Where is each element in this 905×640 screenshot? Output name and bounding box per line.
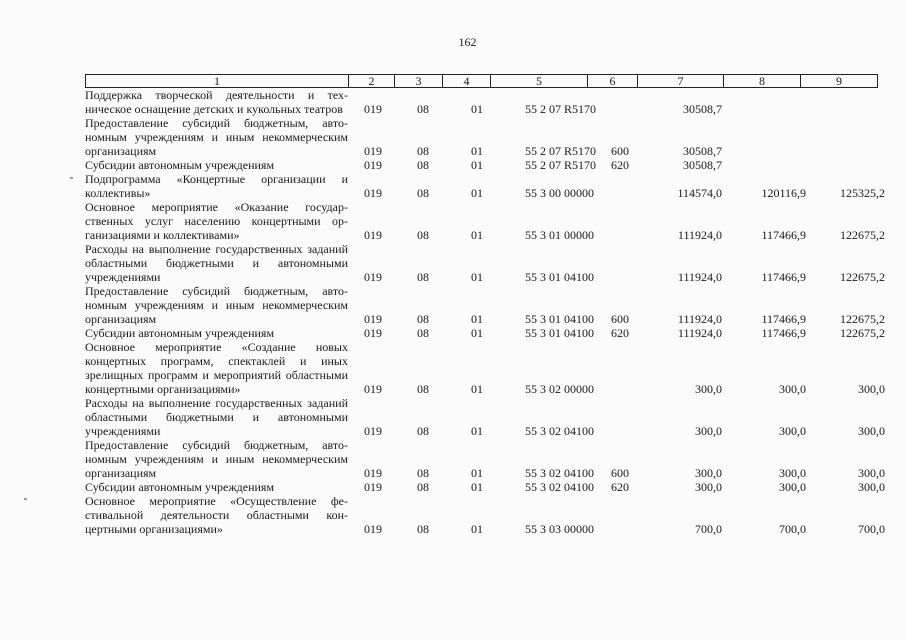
cell-c5: 55 2 07 R5170	[525, 144, 597, 158]
table-row	[85, 200, 900, 242]
table-row	[85, 438, 900, 480]
cell-c9: 300,0	[858, 424, 885, 438]
table-row	[85, 326, 900, 340]
cell-c5: 55 3 01 04100	[525, 270, 594, 284]
cell-c9: 300,0	[858, 480, 885, 494]
cell-c3: 08	[417, 382, 429, 396]
cell-c5: 55 3 02 00000	[525, 382, 594, 396]
cell-c7: 30508,7	[683, 144, 722, 158]
row-name: Предоставление субсидий бюджетным, автономным учреждениям и иным некоммерческим организациям	[85, 284, 348, 326]
cell-c4: 01	[471, 326, 483, 340]
cell-c4: 01	[471, 228, 483, 242]
cell-c7: 300,0	[695, 424, 722, 438]
row-name: Субсидии автономным учреждениям	[85, 326, 275, 340]
table-row	[85, 172, 900, 200]
cell-c4: 01	[471, 102, 483, 116]
cell-c6: 600	[611, 312, 629, 326]
cell-c9: 125325,2	[840, 186, 885, 200]
row-name: Основное мероприятие «Оказание государственных услуг населению концертными организациями и коллективами»	[85, 200, 348, 242]
scan-speck	[24, 498, 27, 500]
cell-c4: 01	[471, 480, 483, 494]
cell-c4: 01	[471, 270, 483, 284]
cell-c2: 019	[364, 186, 382, 200]
cell-c9: 700,0	[858, 522, 885, 536]
cell-c2: 019	[364, 326, 382, 340]
cell-c5: 55 3 00 00000	[525, 186, 594, 200]
table-header	[85, 74, 878, 88]
cell-c5: 55 3 03 00000	[525, 522, 594, 536]
row-name: Расходы на выполнение государственных заданий областными бюджетными и автономными учреждениями	[85, 396, 348, 438]
cell-c7: 111924,0	[677, 228, 722, 242]
cell-c7: 30508,7	[683, 158, 722, 172]
row-name: Предоставление субсидий бюджетным, автономным учреждениям и иным некоммерческим организациям	[85, 438, 348, 480]
cell-c2: 019	[364, 228, 382, 242]
cell-c8: 120116,9	[761, 186, 806, 200]
cell-c4: 01	[471, 522, 483, 536]
budget-table	[85, 88, 900, 536]
cell-c2: 019	[364, 480, 382, 494]
cell-c8: 300,0	[779, 424, 806, 438]
cell-c9: 300,0	[858, 382, 885, 396]
cell-c2: 019	[364, 466, 382, 480]
cell-c2: 019	[364, 312, 382, 326]
cell-c2: 019	[364, 382, 382, 396]
table-row	[85, 242, 900, 284]
table-row	[85, 116, 900, 158]
cell-c3: 08	[417, 466, 429, 480]
table-row	[85, 480, 900, 494]
cell-c3: 08	[417, 186, 429, 200]
header-col-8: 8	[724, 75, 801, 87]
cell-c5: 55 3 01 04100	[525, 312, 594, 326]
cell-c6: 620	[611, 326, 629, 340]
cell-c6: 600	[611, 144, 629, 158]
cell-c7: 111924,0	[677, 326, 722, 340]
header-col-6: 6	[588, 75, 638, 87]
table-row	[85, 340, 900, 396]
cell-c3: 08	[417, 158, 429, 172]
cell-c8: 700,0	[779, 522, 806, 536]
cell-c5: 55 2 07 R5170	[525, 158, 597, 172]
cell-c5: 55 3 02 04100	[525, 480, 594, 494]
cell-c7: 300,0	[695, 480, 722, 494]
cell-c2: 019	[364, 102, 382, 116]
cell-c7: 300,0	[695, 466, 722, 480]
cell-c4: 01	[471, 466, 483, 480]
cell-c2: 019	[364, 158, 382, 172]
cell-c9: 300,0	[858, 466, 885, 480]
cell-c9: 122675,2	[840, 312, 885, 326]
header-col-7: 7	[638, 75, 724, 87]
table-row	[85, 396, 900, 438]
cell-c8: 117466,9	[761, 326, 806, 340]
header-col-3: 3	[395, 75, 443, 87]
header-col-4: 4	[443, 75, 491, 87]
cell-c8: 300,0	[779, 466, 806, 480]
cell-c3: 08	[417, 144, 429, 158]
cell-c9: 122675,2	[840, 326, 885, 340]
cell-c9: 122675,2	[840, 228, 885, 242]
cell-c3: 08	[417, 270, 429, 284]
cell-c8: 300,0	[779, 382, 806, 396]
cell-c8: 117466,9	[761, 270, 806, 284]
page-number: 162	[458, 35, 477, 49]
row-name: Субсидии автономным учреждениям	[85, 158, 275, 172]
row-name: Предоставление субсидий бюджетным, автономным учреждениям и иным некоммерческим организациям	[85, 116, 348, 158]
table-row	[85, 88, 900, 116]
row-name: Поддержка творческой деятельности и техническое оснащение детских и кукольных театров	[85, 88, 348, 116]
cell-c5: 55 3 01 00000	[525, 228, 594, 242]
cell-c2: 019	[364, 424, 382, 438]
cell-c4: 01	[471, 312, 483, 326]
cell-c8: 117466,9	[761, 312, 806, 326]
cell-c5: 55 2 07 R5170	[525, 102, 597, 116]
header-col-1: 1	[86, 75, 349, 87]
cell-c5: 55 3 01 04100	[525, 326, 594, 340]
cell-c3: 08	[417, 522, 429, 536]
row-name: Расходы на выполнение государственных заданий областными бюджетными и автономными учреждениями	[85, 242, 348, 284]
cell-c2: 019	[364, 144, 382, 158]
cell-c6: 600	[611, 466, 629, 480]
cell-c4: 01	[471, 186, 483, 200]
cell-c3: 08	[417, 102, 429, 116]
cell-c4: 01	[471, 424, 483, 438]
cell-c4: 01	[471, 144, 483, 158]
cell-c3: 08	[417, 424, 429, 438]
cell-c3: 08	[417, 312, 429, 326]
cell-c7: 30508,7	[683, 102, 722, 116]
cell-c3: 08	[417, 326, 429, 340]
cell-c4: 01	[471, 158, 483, 172]
header-col-2: 2	[349, 75, 395, 87]
cell-c6: 620	[611, 480, 629, 494]
cell-c5: 55 3 02 04100	[525, 466, 594, 480]
cell-c7: 700,0	[695, 522, 722, 536]
table-row	[85, 494, 900, 536]
table-row	[85, 284, 900, 326]
cell-c3: 08	[417, 228, 429, 242]
cell-c5: 55 3 02 04100	[525, 424, 594, 438]
cell-c9: 122675,2	[840, 270, 885, 284]
cell-c8: 117466,9	[761, 228, 806, 242]
cell-c7: 300,0	[695, 382, 722, 396]
cell-c7: 111924,0	[677, 312, 722, 326]
cell-c3: 08	[417, 480, 429, 494]
header-col-5: 5	[491, 75, 588, 87]
row-name: Основное мероприятие «Создание новых концертных программ, спектаклей и иных зрелищных программ и мероприятий областными концертными организациями»	[85, 340, 348, 396]
cell-c7: 114574,0	[677, 186, 722, 200]
row-name: Основное мероприятие «Осуществление фестивальной деятельности областными концертными организациями»	[85, 494, 348, 536]
cell-c2: 019	[364, 270, 382, 284]
cell-c8: 300,0	[779, 480, 806, 494]
cell-c2: 019	[364, 522, 382, 536]
cell-c7: 111924,0	[677, 270, 722, 284]
cell-c4: 01	[471, 382, 483, 396]
row-name: Подпрограмма «Концертные организации и коллективы»	[85, 172, 348, 200]
row-name: Субсидии автономным учреждениям	[85, 480, 275, 494]
header-col-9: 9	[801, 75, 878, 87]
table-row	[85, 158, 900, 172]
scan-speck	[70, 177, 73, 179]
cell-c6: 620	[611, 158, 629, 172]
